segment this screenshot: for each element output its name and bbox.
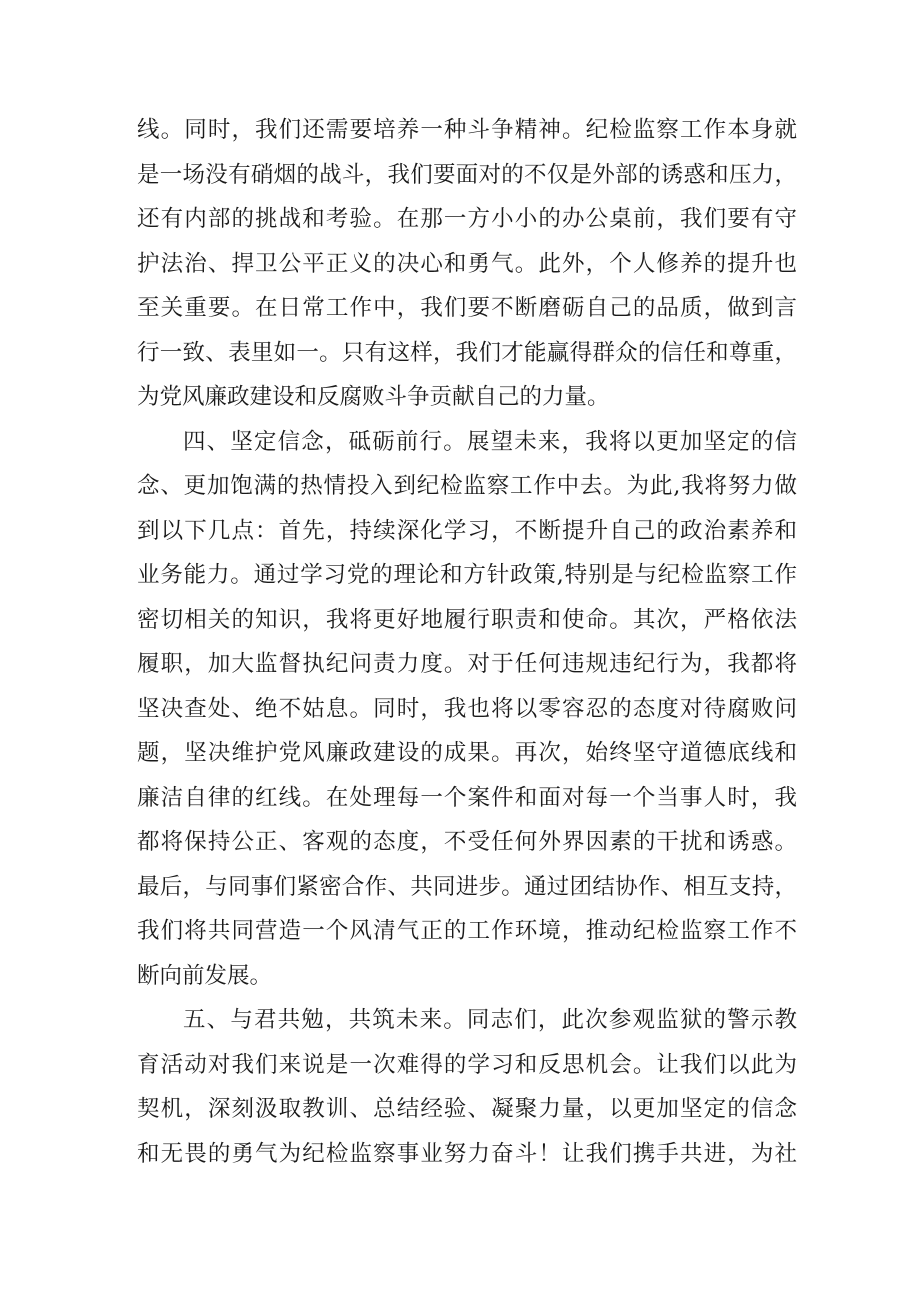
text-line: 断向前发展。	[137, 962, 273, 989]
section-four-heading-line: 四、坚定信念，砥砺前行。展望未来，我将以更加坚定的信	[183, 428, 797, 455]
text-line: 至关重要。在日常工作中，我们要不断磨砺自己的品质，做到言	[137, 295, 797, 321]
body-text	[137, 108, 797, 1176]
text-line: 护法治、捍卫公平正义的决心和勇气。此外，个人修养的提升也	[137, 250, 797, 277]
text-line: 为党风廉政建设和反腐败斗争贡献自己的力量。	[137, 384, 610, 410]
text-line: 坚决查处、绝不姑息。同时，我也将以零容忍的态度对待腐败问	[137, 695, 797, 722]
text-line: 行一致、表里如一。只有这样，我们才能赢得群众的信任和尊重，	[137, 339, 797, 366]
text-line: 到以下几点：首先，持续深化学习，不断提升自己的政治素养和	[137, 517, 797, 544]
text-line: 线。同时，我们还需要培养一种斗争精神。纪检监察工作本身就	[137, 117, 797, 143]
text-line: 还有内部的挑战和考验。在那一方小小的办公桌前，我们要有守	[137, 206, 797, 232]
text-line: 和无畏的勇气为纪检监察事业努力奋斗！让我们携手共进，为社	[137, 1140, 797, 1167]
text-line: 最后，与同事们紧密合作、共同进步。通过团结协作、相互支持，	[137, 873, 797, 900]
text-line: 履职，加大监督执纪问责力度。对于任何违规违纪行为，我都将	[137, 651, 797, 677]
section-five-heading-line: 五、与君共勉，共筑未来。同志们，此次参观监狱的警示教	[183, 1007, 797, 1033]
text-line: 育活动对我们来说是一次难得的学习和反思机会。让我们以此为	[137, 1051, 797, 1078]
text-line: 题，坚决维护党风廉政建设的成果。再次，始终坚守道德底线和	[137, 740, 797, 766]
text-line: 我们将共同营造一个风清气正的工作环境，推动纪检监察工作不	[137, 918, 797, 944]
text-line: 念、更加饱满的热情投入到纪检监察工作中去。为此,我将努力做	[137, 473, 797, 499]
text-line: 业务能力。通过学习党的理论和方针政策,特别是与纪检监察工作	[137, 562, 797, 588]
text-line: 密切相关的知识，我将更好地履行职责和使命。其次，严格依法	[137, 606, 797, 633]
text-line: 契机，深刻汲取教训、总结经验、凝聚力量，以更加坚定的信念	[137, 1096, 797, 1122]
text-line: 廉洁自律的红线。在处理每一个案件和面对每一个当事人时，我	[137, 784, 797, 811]
text-line: 是一场没有硝烟的战斗，我们要面对的不仅是外部的诱惑和压力，	[137, 161, 797, 188]
text-line: 都将保持公正、客观的态度，不受任何外界因素的干扰和诱惑。	[137, 829, 797, 855]
